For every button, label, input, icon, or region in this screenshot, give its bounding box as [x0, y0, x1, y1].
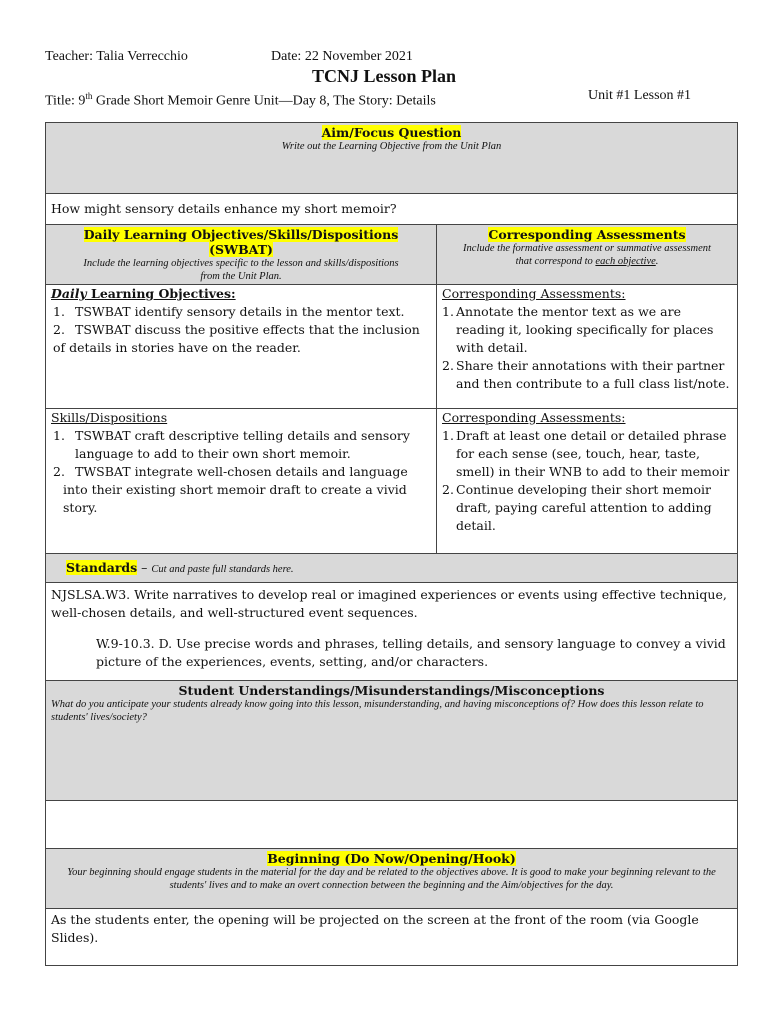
- lesson-title-rest: Grade Short Memoir Genre Unit—Day 8, The Story: Details: [92, 93, 436, 109]
- daily-objective-number: 2.: [53, 322, 65, 337]
- daily-objectives-cell: [46, 285, 437, 409]
- daily-assessments-label: Corresponding Assessments:: [442, 286, 626, 301]
- beginning-header-row: [46, 849, 738, 909]
- beginning-content: As the students enter, the opening will be projected on the screen at the front of the room (via Google Slides).: [46, 909, 738, 966]
- daily-assessment-number: 1.: [442, 304, 454, 319]
- standards-header-row: [46, 554, 738, 583]
- understandings-content-row: [46, 801, 738, 849]
- understandings-heading: Student Understandings/Misunderstandings/Misconceptions: [178, 683, 605, 698]
- standards-heading: Standards: [66, 560, 138, 575]
- skills-label: Skills/Dispositions: [51, 410, 168, 425]
- aim-header-row: [46, 123, 738, 194]
- understandings-row: [46, 681, 738, 801]
- beginning-instruction: Your beginning should engage students in the material for the day and be related to the objectives above. It is good to make your beginning relevant to the students' lives and to make an overt connection between the beginning and the Aim/objectives for the day.: [67, 867, 716, 891]
- lesson-title-prefix: Title: 9: [45, 93, 86, 109]
- standards-content-row: [46, 583, 738, 681]
- daily-assessment-text: Share their annotations with their partner and then contribute to a full class list/note.: [456, 358, 730, 391]
- document-title: TCNJ Lesson Plan: [311, 66, 457, 86]
- skills-text: TWSBAT integrate well-chosen details and language into their existing short memoir draft to create a vivid story.: [63, 464, 408, 515]
- assessments-instruction-underlined: each objective: [595, 256, 656, 267]
- skills-assessment-number: 2.: [442, 482, 454, 497]
- lesson-title-sup: th: [85, 91, 93, 101]
- aim-heading: Aim/Focus Question: [321, 125, 462, 140]
- teacher-name: Teacher: Talia Verrecchio: [45, 49, 188, 64]
- lesson-plan-table: [45, 122, 738, 966]
- standards-content-cell: [46, 583, 738, 681]
- beginning-heading: Beginning (Do Now/Opening/Hook): [267, 851, 516, 866]
- beginning-content-row: [46, 909, 738, 966]
- assessments-heading: Corresponding Assessments: [488, 227, 686, 242]
- daily-objective-text: TSWBAT discuss the positive effects that the inclusion of details in stories have on the reader.: [53, 322, 420, 355]
- skills-assessment-item: [442, 427, 732, 481]
- lesson-title: [45, 88, 436, 110]
- assessments-header-cell: [437, 225, 738, 285]
- skills-item: [51, 463, 431, 517]
- daily-assessment-text: Annotate the mentor text as we are reading it, looking specifically for places with detail.: [456, 304, 714, 355]
- skills-assessment-number: 1.: [442, 428, 454, 443]
- understandings-instruction: What do you anticipate your students already know going into this lesson, misunderstanding, and having misconceptions of? How does this lesson relate to students' lives/society?: [51, 699, 704, 723]
- assessments-instruction: [442, 242, 732, 268]
- skills-cell: [46, 409, 437, 554]
- understandings-cell: [46, 681, 738, 801]
- daily-label-rest: Learning Objectives:: [86, 286, 236, 301]
- daily-assessment-item: [442, 303, 732, 357]
- daily-objective-item: [53, 303, 431, 321]
- objectives-heading: Daily Learning Objectives/Skills/Dispositions (SWBAT): [83, 227, 399, 257]
- daily-objectives-label: [51, 285, 431, 303]
- objectives-instruction: Include the learning objectives specific to the lesson and skills/dispositions from the Unit Plan.: [83, 258, 399, 282]
- skills-assessment-text: Draft at least one detail or detailed phrase for each sense (see, touch, hear, taste, smell) in their WNB to add to their memoir: [456, 428, 730, 479]
- skills-item: [51, 427, 431, 463]
- standard-w3: NJSLSA.W3. Write narratives to develop real or imagined experiences or events using effective technique, well-chosen details, and well-structured event sequences.: [51, 587, 727, 620]
- skills-assessment-text: Continue developing their short memoir draft, paying careful attention to adding detail.: [456, 482, 712, 533]
- daily-assessment-number: 2.: [442, 358, 454, 373]
- skills-row: [46, 409, 738, 554]
- standard-w9-10-3d: W.9-10.3. D. Use precise words and phrases, telling details, and sensory language to convey a vivid picture of the experiences, events, setting, and/or characters.: [96, 636, 726, 669]
- aim-question-row: [46, 194, 738, 225]
- skills-text: TSWBAT craft descriptive telling details and sensory language to add to their own short memoir.: [75, 428, 410, 461]
- daily-assessment-item: [442, 357, 732, 393]
- skills-assessments-label: Corresponding Assessments:: [442, 410, 626, 425]
- daily-objective-text: TSWBAT identify sensory details in the mentor text.: [75, 304, 405, 319]
- assessments-instruction-end: .: [655, 256, 659, 267]
- standards-dash: –: [137, 560, 152, 575]
- skills-assessment-item: [442, 481, 732, 535]
- daily-label-italic: Daily: [51, 286, 87, 301]
- objectives-header-row: [46, 225, 738, 285]
- standards-header-cell: [46, 554, 738, 583]
- daily-objective-item: [53, 321, 431, 357]
- aim-header-cell: [46, 123, 738, 194]
- lesson-date: Date: 22 November 2021: [271, 49, 413, 64]
- skills-number: 1.: [53, 428, 65, 443]
- aim-instruction: Write out the Learning Objective from the Unit Plan: [281, 141, 502, 152]
- skills-assessments-cell: [437, 409, 738, 554]
- daily-objectives-row: [46, 285, 738, 409]
- daily-assessments-cell: [437, 285, 738, 409]
- daily-objective-number: 1.: [53, 304, 65, 319]
- aim-question: How might sensory details enhance my short memoir?: [46, 194, 738, 225]
- skills-number: 2.: [53, 464, 65, 479]
- beginning-header-cell: [46, 849, 738, 909]
- standards-instruction: Cut and paste full standards here.: [151, 564, 294, 575]
- unit-lesson-number: Unit #1 Lesson #1: [588, 88, 692, 103]
- objectives-header-cell: [46, 225, 437, 285]
- assessments-instruction-text: Include the formative assessment or summative assessment that correspond to: [463, 243, 711, 267]
- understandings-content-cell: [46, 801, 738, 849]
